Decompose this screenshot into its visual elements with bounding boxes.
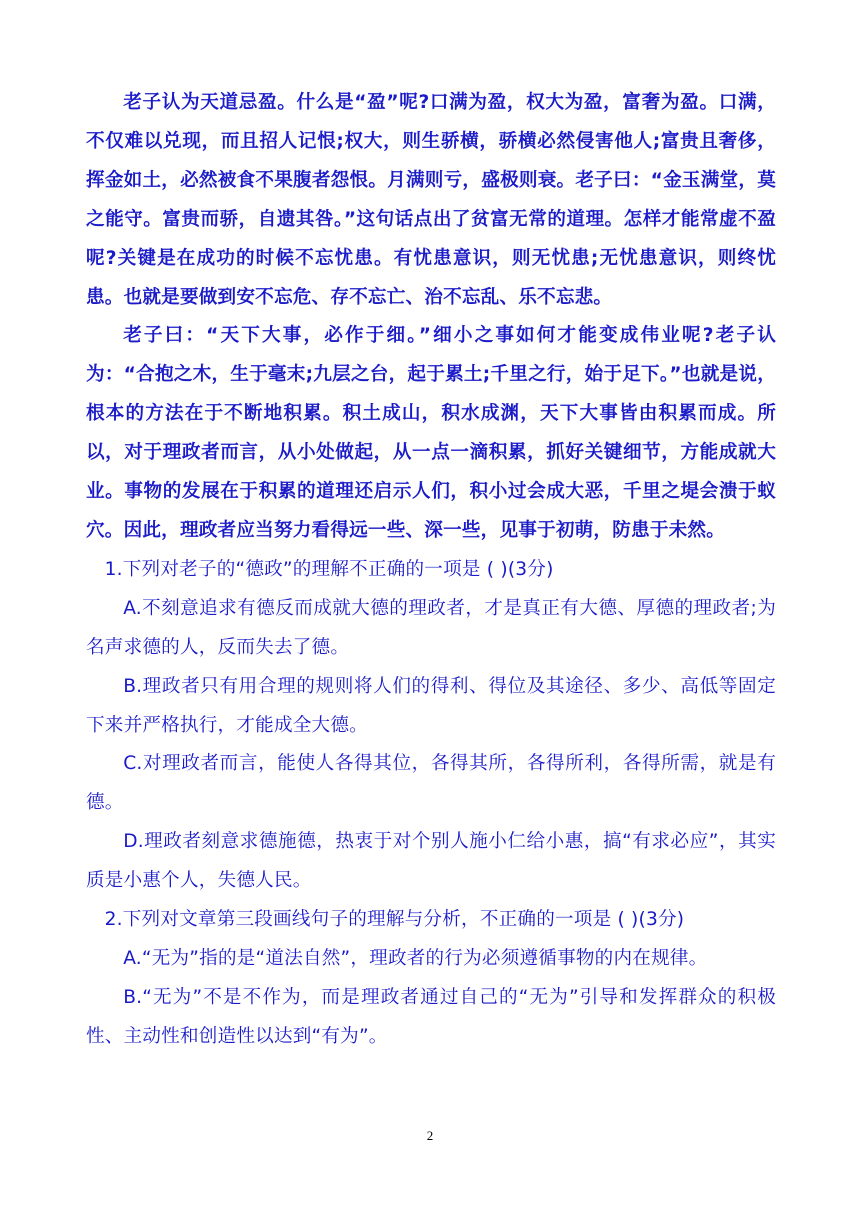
page-number: 2 (426, 1128, 434, 1143)
passage-paragraph: 老子认为天道忌盈。什么是“盈”呢?口满为盈，权大为盈，富奢为盈。口满，不仅难以兑现，而且招人记恨;权大，则生骄横，骄横必然侵害他人;富贵且奢侈，挥金如土，必然被食不果腹者怨恨。月满则亏，盛极则衰。老子曰：“金玉满堂，莫之能守。富贵而骄，自遗其咎。”这句话点出了贫富无常的道理。怎样才能常虚不盈呢?关键是在成功的时候不忘忧患。有忧患意识，则无忧患;无忧患意识，则终忧患。也就是要做到安不忘危、存不忘亡、治不忘乱、乐不忘悲。 (86, 92, 776, 308)
page-content (86, 84, 776, 1057)
question-stem: 1.下列对老子的“德政”的理解不正确的一项是 ( )(3分) (104, 558, 554, 580)
question-option: A.不刻意追求有德反而成就大德的理政者，才是真正有大德、厚德的理政者;为名声求德的人，反而失去了德。 (86, 597, 776, 658)
question-option: C.对理政者而言，能使人各得其位，各得其所，各得所利，各得所需，就是有德。 (86, 753, 776, 814)
question-option: D.理政者刻意求德施德，热衷于对个别人施小仁给小惠，搞“有求必应”，其实质是小惠个人，失德人民。 (86, 831, 776, 892)
question-option: B.理政者只有用合理的规则将人们的得利、得位及其途径、多少、高低等固定下来并严格执行，才能成全大德。 (86, 675, 776, 736)
question-stem: 2.下列对文章第三段画线句子的理解与分析，不正确的一项是 ( )(3分) (104, 909, 685, 931)
question-option: A.“无为”指的是“道法自然”，理政者的行为必须遵循事物的内在规律。 (123, 947, 708, 969)
question-option: B.“无为”不是不作为，而是理政者通过自己的“无为”引导和发挥群众的积极性、主动性和创造性以达到“有为”。 (86, 986, 776, 1047)
passage-paragraph: 老子曰：“天下大事，必作于细。”细小之事如何才能变成伟业呢?老子认为：“合抱之木，生于毫末;九层之台，起于累土;千里之行，始于足下。”也就是说，根本的方法在于不断地积累。积土成山，积水成渊，天下大事皆由积累而成。所以，对于理政者而言，从小处做起，从一点一滴积累，抓好关键细节，方能成就大业。事物的发展在于积累的道理还启示人们，积小过会成大恶，千里之堤会溃于蚁穴。因此，理政者应当努力看得远一些、深一些，见事于初萌，防患于未然。 (86, 325, 776, 541)
